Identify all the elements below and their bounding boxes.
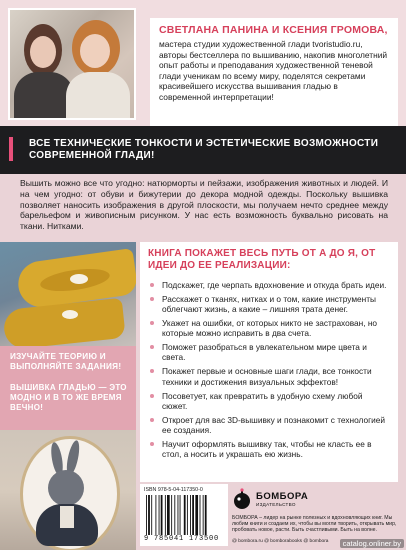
embroidered-rabbit-image — [0, 430, 136, 550]
bombora-logo-icon — [232, 488, 252, 510]
publisher-subtitle: ИЗДАТЕЛЬСТВО — [256, 502, 296, 507]
tagline-study: ИЗУЧАЙТЕ ТЕОРИЮ И ВЫПОЛНЯЙТЕ ЗАДАНИЯ! — [10, 352, 122, 371]
barcode-icon — [146, 495, 222, 535]
authors-bio: мастера студии художественной глади tvoristudio.ru, авторы бестселлера по вышиванию, накопив многолетний опыт работы и преподавания художественной теневой глади ученикам по всему миру, поделятся секретами красивейшего искусства вышивания гладью в современной интерпретации! — [159, 39, 388, 102]
embroidered-shoe-image — [0, 242, 136, 346]
watermark: catalog.onliner.by — [340, 539, 404, 548]
barcode-number: 9 785041 173500 — [144, 535, 220, 543]
feature-item: Подскажет, где черпать вдохновение и откуда брать идеи. — [148, 280, 390, 290]
authors-bio-box — [150, 18, 398, 126]
publisher-socials: @ bombora.ru @ bomborabooks @ bombora — [232, 539, 329, 544]
features-title: КНИГА ПОКАЖЕТ ВЕСЬ ПУТЬ ОТ А ДО Я, ОТ ИДЕИ ДО ЕЕ РЕАЛИЗАЦИИ: — [148, 248, 376, 272]
features-list — [148, 280, 390, 459]
authors-photo — [8, 8, 136, 120]
features-box — [140, 242, 398, 482]
feature-item: Укажет на ошибки, от которых никто не застрахован, но которые можно исправить в два счета. — [148, 318, 390, 338]
feature-item: Покажет первые и основные шаги глади, все тонкости техники и достижения визуальных эффектов! — [148, 366, 390, 386]
authors-names: СВЕТЛАНА ПАНИНА И КСЕНИЯ ГРОМОВА, — [159, 24, 388, 36]
publisher-description: БОМБОРА – лидер на рынке полезных и вдохновляющих книг. Мы любим книги и создаем их, чтобы вы могли творить, открывать мир, пробовать новое, расти. Быть счастливыми. Быть на волне. — [232, 515, 397, 534]
description-text: Вышить можно все что угодно: натюрморты и пейзажи, изображения животных и людей. И на чем угодно: от обуви и бижутерии до декора модной одежды. Поскольку вышивка позволяет наносить изображения в другой плоскости, мы получаем нечто среднее между барельефом и живописным рисунком. У нас есть возможность буквально рисовать на ткани. Нитками. — [20, 178, 388, 232]
barcode-area — [140, 484, 228, 546]
feature-item: Посоветует, как превратить в удобную схему любой сюжет. — [148, 391, 390, 411]
headline-accent — [9, 137, 13, 161]
isbn: ISBN 978-5-04-117350-0 — [144, 487, 203, 493]
publisher-name: БОМБОРА — [256, 491, 309, 502]
headline: ВСЕ ТЕХНИЧЕСКИЕ ТОНКОСТИ И ЭСТЕТИЧЕСКИЕ ВОЗМОЖНОСТИ СОВРЕМЕННОЙ ГЛАДИ! — [29, 138, 379, 161]
tagline-fashion: ВЫШИВКА ГЛАДЬЮ — ЭТО МОДНО И В ТО ЖЕ ВРЕМЯ ВЕЧНО! — [10, 383, 127, 412]
publisher-block — [232, 488, 398, 546]
headline-bar — [9, 134, 397, 164]
tagline-block — [0, 346, 136, 430]
feature-item: Поможет разобраться в увлекательном мире цвета и света. — [148, 342, 390, 362]
feature-item: Научит оформлять вышивку так, чтобы не класть ее в стол, а носить и украшать ею жизнь. — [148, 439, 390, 459]
feature-item: Откроет для вас 3D-вышивку и познакомит с технологией ее создания. — [148, 415, 390, 435]
feature-item: Расскажет о тканях, нитках и о том, какие инструменты облегчают жизнь, а какие – лишняя трата денег. — [148, 294, 390, 314]
